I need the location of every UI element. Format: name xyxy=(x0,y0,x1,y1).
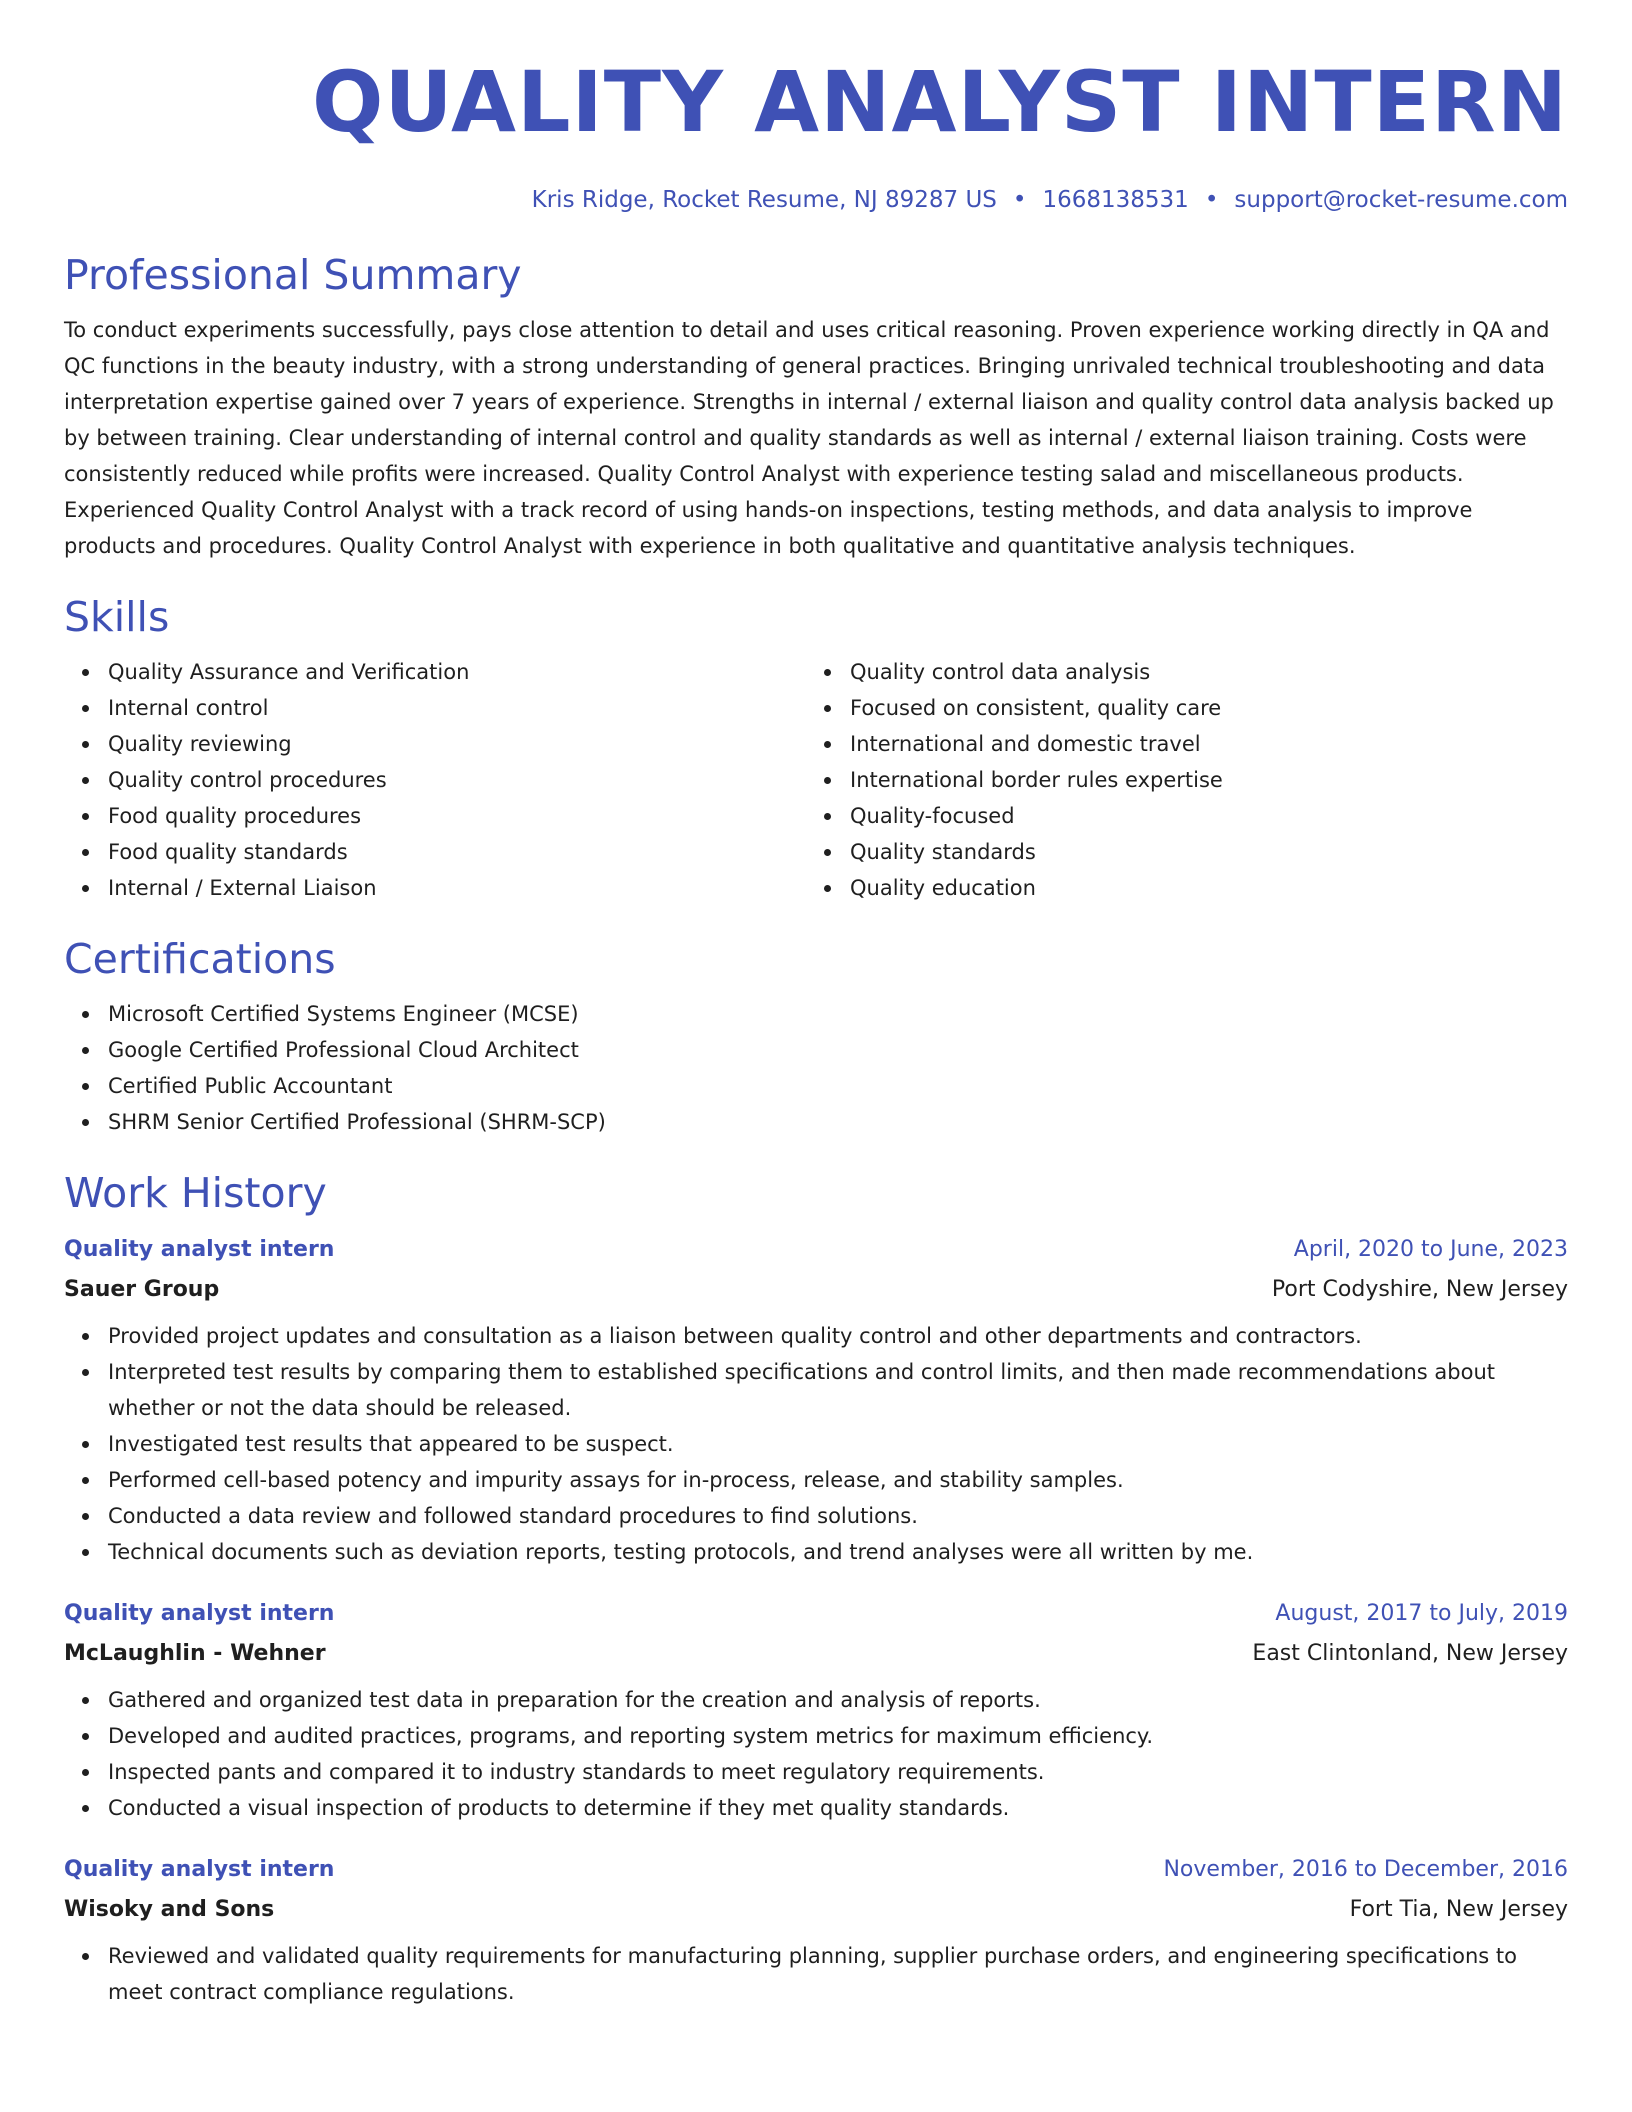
job-title-row xyxy=(64,1850,1568,1890)
job-dates: April, 2020 to June, 2023 xyxy=(1293,1237,1568,1262)
certification-item: Certified Public Accountant xyxy=(108,1068,1568,1104)
job-bullet: Reviewed and validated quality requirements for manufacturing planning, supplier purchase orders, and engineering specifications to meet contract compliance regulations. xyxy=(108,1938,1568,2010)
contact-line xyxy=(64,184,1568,216)
skill-item: Quality education xyxy=(850,870,1548,906)
job-entry xyxy=(64,1230,1568,1570)
certification-item: Google Certified Professional Cloud Architect xyxy=(108,1032,1568,1068)
job-entry xyxy=(64,1850,1568,2010)
contact-email: support@rocket-resume.com xyxy=(1234,187,1568,213)
skill-item: Internal / External Liaison xyxy=(108,870,806,906)
contact-phone: 1668138531 xyxy=(1042,187,1189,213)
job-bullet: Performed cell-based potency and impurity assays for in-process, release, and stability samples. xyxy=(108,1462,1568,1498)
job-bullet: Investigated test results that appeared to be suspect. xyxy=(108,1426,1568,1462)
skill-item: Quality control procedures xyxy=(108,762,806,798)
skill-item: Quality Assurance and Verification xyxy=(108,654,806,690)
job-title: Quality analyst intern xyxy=(64,1857,335,1882)
job-dates: August, 2017 to July, 2019 xyxy=(1275,1601,1568,1626)
skills-list-left xyxy=(64,654,806,906)
skill-item: International border rules expertise xyxy=(850,762,1548,798)
job-company: Wisoky and Sons xyxy=(64,1897,275,1922)
job-company-row xyxy=(64,1634,1568,1674)
skill-item: Quality standards xyxy=(850,834,1548,870)
certification-item: SHRM Senior Certified Professional (SHRM-SCP) xyxy=(108,1104,1568,1140)
summary-text: To conduct experiments successfully, pays close attention to detail and uses critical reasoning. Proven experience working directly in QA and QC functions in the beauty industry, with a strong understanding of general practices. Bringing unrivaled technical troubleshooting and data interpretation expertise gained over 7 years of experience. Strengths in internal / external liaison and quality control data analysis backed up by between training. Clear understanding of internal control and quality standards as well as internal / external liaison training. Costs were consistently reduced while profits were increased. Quality Control Analyst with experience testing salad and miscellaneous products. Experienced Quality Control Analyst with a track record of using hands-on inspections, testing methods, and data analysis to improve products and procedures. Quality Control Analyst with experience in both qualitative and quantitative analysis techniques. xyxy=(64,318,1554,558)
contact-separator: • xyxy=(1204,187,1219,213)
job-title: Quality analyst intern xyxy=(64,1601,335,1626)
job-company-row xyxy=(64,1270,1568,1310)
skill-item: Quality reviewing xyxy=(108,726,806,762)
skill-item: Quality-focused xyxy=(850,798,1548,834)
skill-item: International and domestic travel xyxy=(850,726,1548,762)
skills-column-right xyxy=(806,654,1548,906)
skills-grid xyxy=(64,654,1568,906)
job-bullet: Interpreted test results by comparing them to established specifications and control limits, and then made recommendations about whether or not the data should be released. xyxy=(108,1354,1568,1426)
job-dates: November, 2016 to December, 2016 xyxy=(1163,1857,1568,1882)
skill-item: Food quality procedures xyxy=(108,798,806,834)
job-title-row xyxy=(64,1230,1568,1270)
job-company-row xyxy=(64,1890,1568,1930)
job-location: Fort Tia, New Jersey xyxy=(1349,1897,1568,1922)
job-title-row xyxy=(64,1594,1568,1634)
certification-item: Microsoft Certified Systems Engineer (MCSE) xyxy=(108,996,1568,1032)
job-company: Sauer Group xyxy=(64,1277,220,1302)
job-bullet-list xyxy=(64,1938,1568,2010)
skills-list-right xyxy=(806,654,1548,906)
resume-title: QUALITY ANALYST INTERN xyxy=(311,53,1568,151)
work-history-heading: Work History xyxy=(64,1169,327,1217)
skill-item: Quality control data analysis xyxy=(850,654,1548,690)
job-bullet: Technical documents such as deviation reports, testing protocols, and trend analyses were all written by me. xyxy=(108,1534,1568,1570)
skills-column-left xyxy=(64,654,806,906)
job-location: East Clintonland, New Jersey xyxy=(1252,1641,1568,1666)
job-bullet-list xyxy=(64,1318,1568,1570)
job-bullet-list xyxy=(64,1682,1568,1826)
job-bullet: Gathered and organized test data in preparation for the creation and analysis of reports. xyxy=(108,1682,1568,1718)
job-location: Port Codyshire, New Jersey xyxy=(1271,1277,1568,1302)
skill-item: Internal control xyxy=(108,690,806,726)
job-bullet: Conducted a visual inspection of products to determine if they met quality standards. xyxy=(108,1790,1568,1826)
job-bullet: Provided project updates and consultation as a liaison between quality control and other departments and contractors. xyxy=(108,1318,1568,1354)
job-bullet: Conducted a data review and followed standard procedures to find solutions. xyxy=(108,1498,1568,1534)
job-bullet: Inspected pants and compared it to industry standards to meet regulatory requirements. xyxy=(108,1754,1568,1790)
certifications-list xyxy=(64,996,1568,1140)
contact-address: Kris Ridge, Rocket Resume, NJ 89287 US xyxy=(531,187,997,213)
certifications-heading: Certifications xyxy=(64,935,336,983)
job-bullet: Developed and audited practices, programs, and reporting system metrics for maximum efficiency. xyxy=(108,1718,1568,1754)
skills-heading: Skills xyxy=(64,593,170,641)
summary-heading: Professional Summary xyxy=(64,251,522,299)
job-company: McLaughlin - Wehner xyxy=(64,1641,326,1666)
skill-item: Food quality standards xyxy=(108,834,806,870)
skill-item: Focused on consistent, quality care xyxy=(850,690,1548,726)
job-entry xyxy=(64,1594,1568,1826)
job-title: Quality analyst intern xyxy=(64,1237,335,1262)
contact-separator: • xyxy=(1012,187,1027,213)
